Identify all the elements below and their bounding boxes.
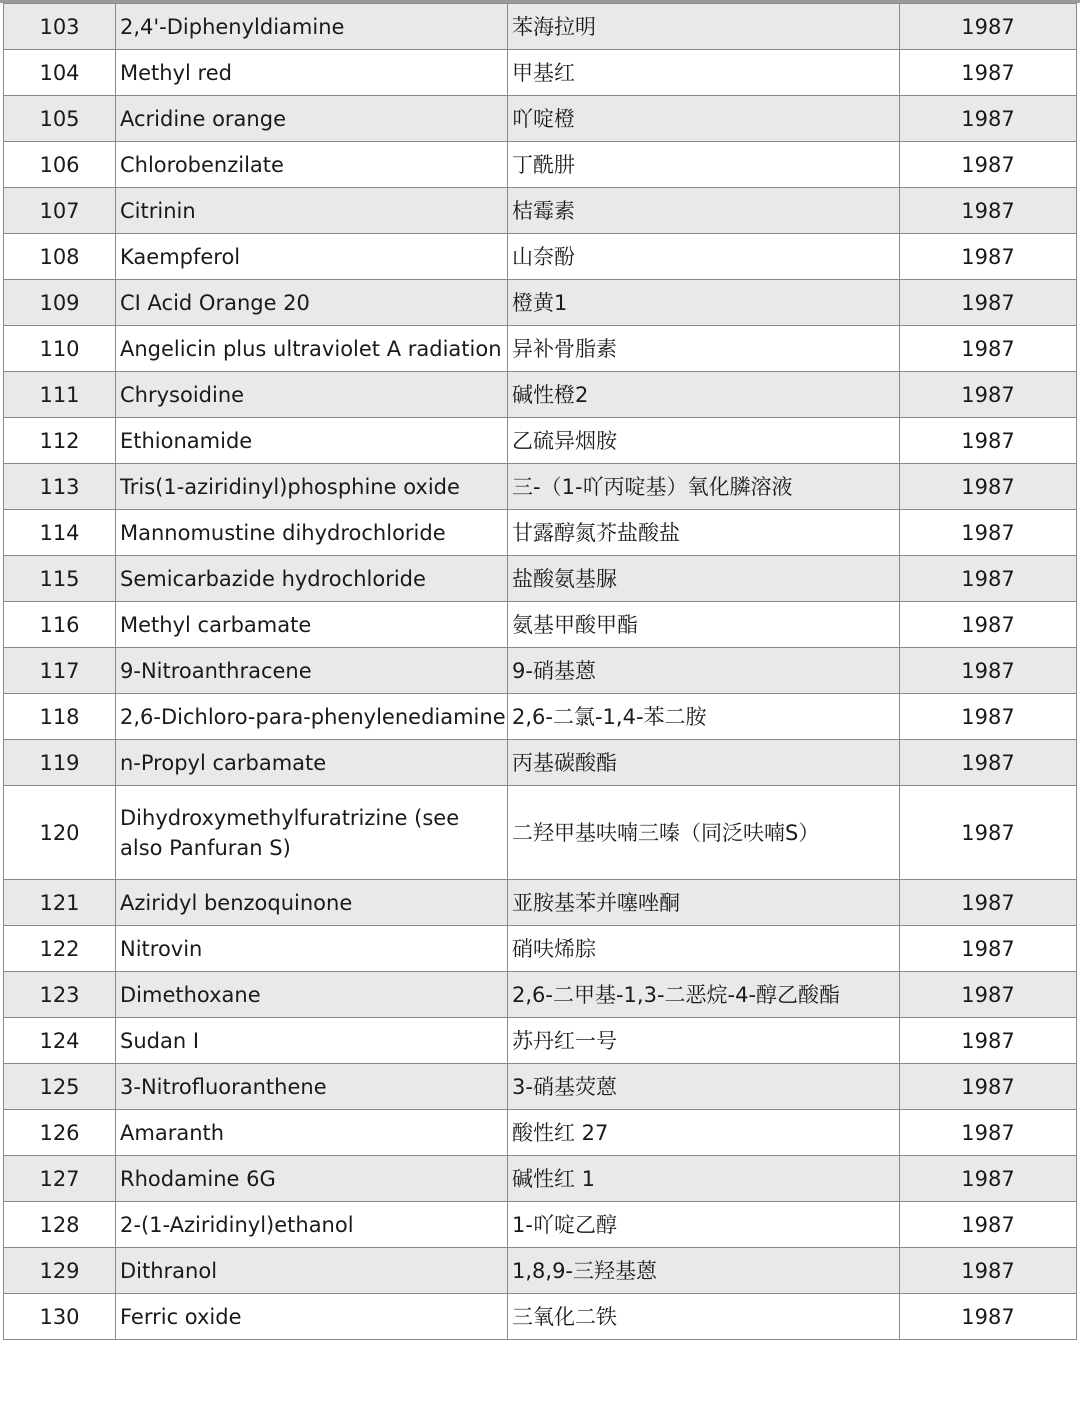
table-row [4, 556, 1077, 602]
chinese-name-cell: 橙黄1 [508, 280, 900, 326]
chinese-name-cell: 1,8,9-三羟基蒽 [508, 1248, 900, 1294]
row-number-cell: 107 [4, 188, 116, 234]
table-row [4, 418, 1077, 464]
row-number-cell: 120 [4, 786, 116, 880]
year-cell: 1987 [900, 418, 1077, 464]
year-cell: 1987 [900, 372, 1077, 418]
year-cell: 1987 [900, 326, 1077, 372]
year-cell: 1987 [900, 510, 1077, 556]
year-cell: 1987 [900, 1064, 1077, 1110]
english-name-cell: Dithranol [116, 1248, 508, 1294]
table-row [4, 880, 1077, 926]
table-row [4, 786, 1077, 880]
row-number-cell: 115 [4, 556, 116, 602]
table-row [4, 4, 1077, 50]
chinese-name-cell: 2,6-二甲基-1,3-二恶烷-4-醇乙酸酯 [508, 972, 900, 1018]
table-row [4, 50, 1077, 96]
table-row [4, 1294, 1077, 1340]
english-name-cell: Acridine orange [116, 96, 508, 142]
english-name-cell: Mannomustine dihydrochloride [116, 510, 508, 556]
english-name-cell: 2-(1-Aziridinyl)ethanol [116, 1202, 508, 1248]
english-name-cell: Citrinin [116, 188, 508, 234]
english-name-cell: Methyl carbamate [116, 602, 508, 648]
year-cell: 1987 [900, 1202, 1077, 1248]
year-cell: 1987 [900, 926, 1077, 972]
year-cell: 1987 [900, 556, 1077, 602]
carcinogen-table [3, 3, 1077, 1340]
row-number-cell: 124 [4, 1018, 116, 1064]
row-number-cell: 118 [4, 694, 116, 740]
row-number-cell: 114 [4, 510, 116, 556]
chinese-name-cell: 乙硫异烟胺 [508, 418, 900, 464]
chinese-name-cell: 三氧化二铁 [508, 1294, 900, 1340]
chinese-name-cell: 丁酰肼 [508, 142, 900, 188]
chinese-name-cell: 碱性红 1 [508, 1156, 900, 1202]
english-name-cell: 2,6-Dichloro-para-phenylenediamine [116, 694, 508, 740]
table-row [4, 326, 1077, 372]
chinese-name-cell: 二羟甲基呋喃三嗪（同泛呋喃S） [508, 786, 900, 880]
carcinogen-table-wrapper [3, 3, 1076, 1340]
table-row [4, 142, 1077, 188]
table-row [4, 648, 1077, 694]
year-cell: 1987 [900, 694, 1077, 740]
year-cell: 1987 [900, 4, 1077, 50]
table-row [4, 602, 1077, 648]
row-number-cell: 123 [4, 972, 116, 1018]
english-name-cell: Tris(1-aziridinyl)phosphine oxide [116, 464, 508, 510]
english-name-cell: n-Propyl carbamate [116, 740, 508, 786]
english-name-cell: Semicarbazide hydrochloride [116, 556, 508, 602]
row-number-cell: 126 [4, 1110, 116, 1156]
chinese-name-cell: 2,6-二氯-1,4-苯二胺 [508, 694, 900, 740]
chinese-name-cell: 甲基红 [508, 50, 900, 96]
year-cell: 1987 [900, 1156, 1077, 1202]
year-cell: 1987 [900, 50, 1077, 96]
year-cell: 1987 [900, 280, 1077, 326]
chinese-name-cell: 丙基碳酸酯 [508, 740, 900, 786]
table-row [4, 926, 1077, 972]
row-number-cell: 122 [4, 926, 116, 972]
row-number-cell: 117 [4, 648, 116, 694]
table-body [4, 4, 1077, 1340]
table-row [4, 694, 1077, 740]
english-name-cell: Nitrovin [116, 926, 508, 972]
table-row [4, 1156, 1077, 1202]
chinese-name-cell: 酸性红 27 [508, 1110, 900, 1156]
row-number-cell: 109 [4, 280, 116, 326]
table-row [4, 1110, 1077, 1156]
english-name-cell: Ferric oxide [116, 1294, 508, 1340]
row-number-cell: 128 [4, 1202, 116, 1248]
year-cell: 1987 [900, 786, 1077, 880]
chinese-name-cell: 硝呋烯腙 [508, 926, 900, 972]
english-name-cell: Chlorobenzilate [116, 142, 508, 188]
chinese-name-cell: 1-吖啶乙醇 [508, 1202, 900, 1248]
english-name-cell: Aziridyl benzoquinone [116, 880, 508, 926]
row-number-cell: 125 [4, 1064, 116, 1110]
english-name-cell: Dihydroxymethylfuratrizine (see also Panfuran S) [116, 786, 508, 880]
year-cell: 1987 [900, 972, 1077, 1018]
table-row [4, 510, 1077, 556]
row-number-cell: 104 [4, 50, 116, 96]
chinese-name-cell: 氨基甲酸甲酯 [508, 602, 900, 648]
year-cell: 1987 [900, 234, 1077, 280]
year-cell: 1987 [900, 464, 1077, 510]
year-cell: 1987 [900, 188, 1077, 234]
row-number-cell: 119 [4, 740, 116, 786]
english-name-cell: Methyl red [116, 50, 508, 96]
year-cell: 1987 [900, 602, 1077, 648]
row-number-cell: 130 [4, 1294, 116, 1340]
year-cell: 1987 [900, 1248, 1077, 1294]
english-name-cell: Sudan I [116, 1018, 508, 1064]
english-name-cell: Rhodamine 6G [116, 1156, 508, 1202]
english-name-cell: Angelicin plus ultraviolet A radiation [116, 326, 508, 372]
row-number-cell: 116 [4, 602, 116, 648]
chinese-name-cell: 山奈酚 [508, 234, 900, 280]
english-name-cell: Kaempferol [116, 234, 508, 280]
table-row [4, 1248, 1077, 1294]
chinese-name-cell: 碱性橙2 [508, 372, 900, 418]
chinese-name-cell: 亚胺基苯并噻唑酮 [508, 880, 900, 926]
chinese-name-cell: 桔霉素 [508, 188, 900, 234]
english-name-cell: 3-Nitrofluoranthene [116, 1064, 508, 1110]
table-row [4, 188, 1077, 234]
table-row [4, 1202, 1077, 1248]
row-number-cell: 110 [4, 326, 116, 372]
row-number-cell: 105 [4, 96, 116, 142]
year-cell: 1987 [900, 96, 1077, 142]
table-row [4, 96, 1077, 142]
english-name-cell: 2,4'-Diphenyldiamine [116, 4, 508, 50]
table-row [4, 740, 1077, 786]
chinese-name-cell: 3-硝基荧蒽 [508, 1064, 900, 1110]
row-number-cell: 113 [4, 464, 116, 510]
row-number-cell: 127 [4, 1156, 116, 1202]
chinese-name-cell: 苏丹红一号 [508, 1018, 900, 1064]
year-cell: 1987 [900, 1018, 1077, 1064]
table-row [4, 972, 1077, 1018]
english-name-cell: Amaranth [116, 1110, 508, 1156]
row-number-cell: 112 [4, 418, 116, 464]
english-name-cell: Chrysoidine [116, 372, 508, 418]
chinese-name-cell: 盐酸氨基脲 [508, 556, 900, 602]
row-number-cell: 106 [4, 142, 116, 188]
table-row [4, 372, 1077, 418]
english-name-cell: Ethionamide [116, 418, 508, 464]
table-row [4, 280, 1077, 326]
year-cell: 1987 [900, 1110, 1077, 1156]
chinese-name-cell: 三-（1-吖丙啶基）氧化膦溶液 [508, 464, 900, 510]
year-cell: 1987 [900, 880, 1077, 926]
year-cell: 1987 [900, 142, 1077, 188]
chinese-name-cell: 异补骨脂素 [508, 326, 900, 372]
english-name-cell: 9-Nitroanthracene [116, 648, 508, 694]
english-name-cell: CI Acid Orange 20 [116, 280, 508, 326]
row-number-cell: 108 [4, 234, 116, 280]
year-cell: 1987 [900, 648, 1077, 694]
row-number-cell: 129 [4, 1248, 116, 1294]
row-number-cell: 103 [4, 4, 116, 50]
table-row [4, 464, 1077, 510]
table-row [4, 1064, 1077, 1110]
chinese-name-cell: 苯海拉明 [508, 4, 900, 50]
year-cell: 1987 [900, 740, 1077, 786]
chinese-name-cell: 吖啶橙 [508, 96, 900, 142]
chinese-name-cell: 甘露醇氮芥盐酸盐 [508, 510, 900, 556]
year-cell: 1987 [900, 1294, 1077, 1340]
chinese-name-cell: 9-硝基蒽 [508, 648, 900, 694]
row-number-cell: 121 [4, 880, 116, 926]
table-row [4, 1018, 1077, 1064]
table-row [4, 234, 1077, 280]
row-number-cell: 111 [4, 372, 116, 418]
english-name-cell: Dimethoxane [116, 972, 508, 1018]
